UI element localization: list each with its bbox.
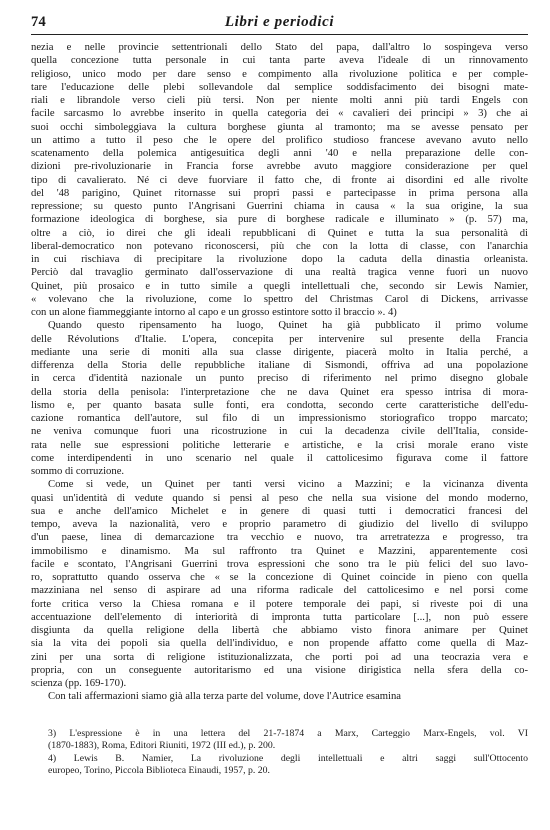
paragraph-line: quella concezione tutta personale in cui tanta parte aveva l'ideale di un rinnovamento: [31, 55, 528, 67]
paragraph-line: Quando questo ripensamento ha luogo, Quinet ha già pubblicato il primo volume: [48, 320, 528, 332]
paragraph-line: suoi occhi simboleggiava la cultura borghese giunta al tramonto; ma se avesse pensato per: [31, 121, 528, 133]
paragraph: [31, 690, 528, 703]
paragraph-line: formazione ideologica di borghese, sia pure di borghese radicale e illuminato » (p. 57) ma,: [31, 214, 528, 226]
page-number: 74: [31, 14, 47, 30]
paragraph-line: Con tali affermazioni siamo già alla terza parte del volume, dove l'Autrice esamina: [48, 691, 402, 703]
paragraph-line: tempo, aveva la nazionalità, vero e proprio parametro di giudizio del livello di sviluppo: [31, 519, 528, 530]
paragraph-line: Perciò dal travaglio germinato dall'osservazione di una realtà tragica venne fuori un nuovo: [31, 267, 528, 279]
paragraph-line: religioso, unico modo per dare senso e compimento alla rivoluzione politica e per comple-: [31, 68, 528, 80]
paragraph-line: facile e scontato, l'Angrisani Guerrini trova espressioni che sono tra le più felici del suo lavo-: [31, 558, 528, 570]
footnote-line: 4) Lewis B. Namier, La rivoluzione degli intellettuali e altri saggi sull'Ottocento: [48, 752, 528, 764]
paragraph-line: come interdipendenti in uno scenario nel quale il cattolicesimo figurava come il fattore: [31, 452, 528, 464]
paragraph-line: ne veniva comunque fuori una ricostruzione in cui la decadenza civile dell'Italia, conside-: [31, 426, 528, 438]
paragraph-line: cazione romantica dell'autore, sul filo di un impressionismo storiografico troppo marcato;: [31, 413, 528, 424]
paragraph-line: forte critica verso la Chiesa romana e il potere temporale dei papi, si riveste poi di una: [31, 598, 528, 610]
footnotes: [31, 728, 528, 778]
paragraph-line: quasi un'identità di vedute quando si pensi al peso che nella sua visione del mondo moderno,: [31, 492, 528, 504]
paragraph-line: differenza della Storia delle repubbliche italiane di Sismondi, offriva ad una popolazione: [31, 360, 528, 371]
paragraph-line: scatenamento della polemica antigesuitica degli anni '40 e nella preparazione delle con-: [31, 148, 528, 159]
paragraph-line: mazziniana nel senso di aspirare ad una riforma radicale del cattolicesimo e nel porsi come: [31, 585, 528, 597]
paragraph: [31, 319, 528, 478]
paragraph: [31, 41, 528, 319]
paragraph-line: tipo di cavalierato. Né ci deve fuorviare il fatto che, di fronte ai disordini ed alle rivolte: [31, 174, 528, 186]
footnote-line: (1870-1883), Roma, Editori Riuniti, 1972 (III ed.), p. 200.: [48, 740, 276, 751]
paragraph-line: ro, soprattutto quando osserva che « se la concezione di Quinet coincide in pieno con quella: [31, 572, 528, 583]
paragraph-line: facile sarcasmo lo avrebbe inserito in quella categoria dei « cavalieri dei principi » 3) che ai: [31, 108, 528, 120]
paragraph: [31, 478, 528, 690]
paragraph-line: immobilismo e dinamismo. Ma sul raffronto tra Quinet e Mazzini, apparentemente così: [31, 545, 528, 557]
paragraph-line: nezia e nelle provincie settentrionali dello Stato del papa, dall'altro lo sospingeva verso: [31, 42, 528, 53]
paragraph-line: disgiunta da quella religione della libertà che abbiamo visto finora animare per Quinet: [31, 625, 528, 636]
paragraph-line: riali e librandole verso cieli più tersi. Non per niente molti anni più tardi Engels con: [31, 95, 528, 106]
page-header: [31, 14, 528, 35]
paragraph-line: in cerca d'identità nazionale un punto preciso di riferimento nel primo disegno globale: [31, 373, 528, 385]
footnote: [31, 728, 528, 753]
paragraph-line: Quinet, più prosaico e in tutto simile a quegli intellettuali che, secondo sir Lewis Namier,: [31, 280, 528, 292]
paragraph-line: zini per una sorta di religione istituzionalizzata, che porti poi ad una teocrazia vera e: [31, 651, 528, 663]
footnote-line: 3) L'espressione è in una lettera del 21-7-1874 a Marx, Carteggio Marx-Engels, vol. VI: [48, 727, 528, 739]
paragraph-line: in cui rischiava di precipitare la rivoluzione dopo la caduta della dinastia orleanista.: [31, 254, 528, 265]
paragraph-line: un attimo a tutto il peso che le opere del prolifico studioso francese avevano avuto nello: [31, 134, 528, 146]
paragraph-line: liberal-democratico non potevano riconoscersi, più che con la lotta di classe, con l'anarchia: [31, 240, 528, 252]
paragraph-line: repressione; su questo punto l'Angrisani Guerrini chiama in causa « la sua origine, la sua: [31, 201, 528, 212]
paragraph-line: scienza (pp. 169-170).: [31, 678, 127, 689]
paragraph-line: mediante una serie di moniti alla sua classe dirigente, piacerà molto in Italia perché, a: [31, 346, 528, 358]
paragraph-line: propria, con un conseguente autoritarismo ed una visione dirigistica nella sfera della co-: [31, 664, 528, 676]
footnote-line: europeo, Torino, Piccola Biblioteca Einaudi, 1957, p. 20.: [48, 765, 270, 776]
paragraph-line: oltre a ciò, io direi che gli ideali repubblicani di Quinet e tutta la sua personalità di: [31, 227, 528, 239]
paragraph-line: lismo e, per quanto basata sulle fonti, era condotta, secondo certe caratteristiche dell'edu-: [31, 399, 528, 411]
paragraph-line: « volevano che la rivoluzione, come lo spettro del Christmas Carol di Dickens, arrivasse: [31, 293, 528, 305]
paragraph-line: delle Révolutions d'Italie. L'opera, concepita per intervenire sul presente della Francia: [31, 333, 528, 345]
running-title: Libri e periodici: [224, 14, 335, 30]
paragraph-line: sua e anche dell'amico Michelet e in genere di quasi tutti i democratici francesi del: [31, 505, 528, 517]
paragraph-line: con un alone fiammeggiante intorno al capo e un grosso estintore sotto il braccio ». 4): [31, 307, 397, 318]
footnote: [31, 753, 528, 778]
paragraph-line: del '48 parigino, Quinet ritornasse sui propri passi e partecipasse in prima persona alla: [31, 187, 528, 199]
paragraph-line: accentuazione dell'elemento di interiorità di impronta tutta particolare [...], non può essere: [31, 611, 528, 623]
paragraph-line: Come si vede, un Quinet per tanti versi vicino a Mazzini; e la vicinanza diventa: [48, 479, 528, 491]
paragraph-line: rata nelle sue espressioni politiche letterarie e artistiche, e la crisi morale erano viste: [31, 439, 528, 451]
body-text: [31, 41, 528, 704]
paragraph-line: dizioni pre-rivoluzionarie in Francia forse avrebbe avuto maggiore considerazione per quel: [31, 161, 528, 173]
paragraph-line: tare l'educazione delle plebi sollevandole dal semplice soddisfacimento dei bisogni mate-: [31, 81, 528, 93]
paragraph-line: d'un paese, linea di demarcazione tra vecchio e nuovo, tra arretratezza e progresso, tra: [31, 532, 528, 544]
paragraph-line: della storia della penisola: l'interpretazione che ne dava Quinet era spesso intrisa di mora-: [31, 386, 528, 398]
paragraph-line: sia la vita dei popoli sia quella dell'individuo, e non propende affatto come quella di Maz-: [31, 638, 528, 650]
paragraph-line: sommo di corruzione.: [31, 466, 125, 477]
